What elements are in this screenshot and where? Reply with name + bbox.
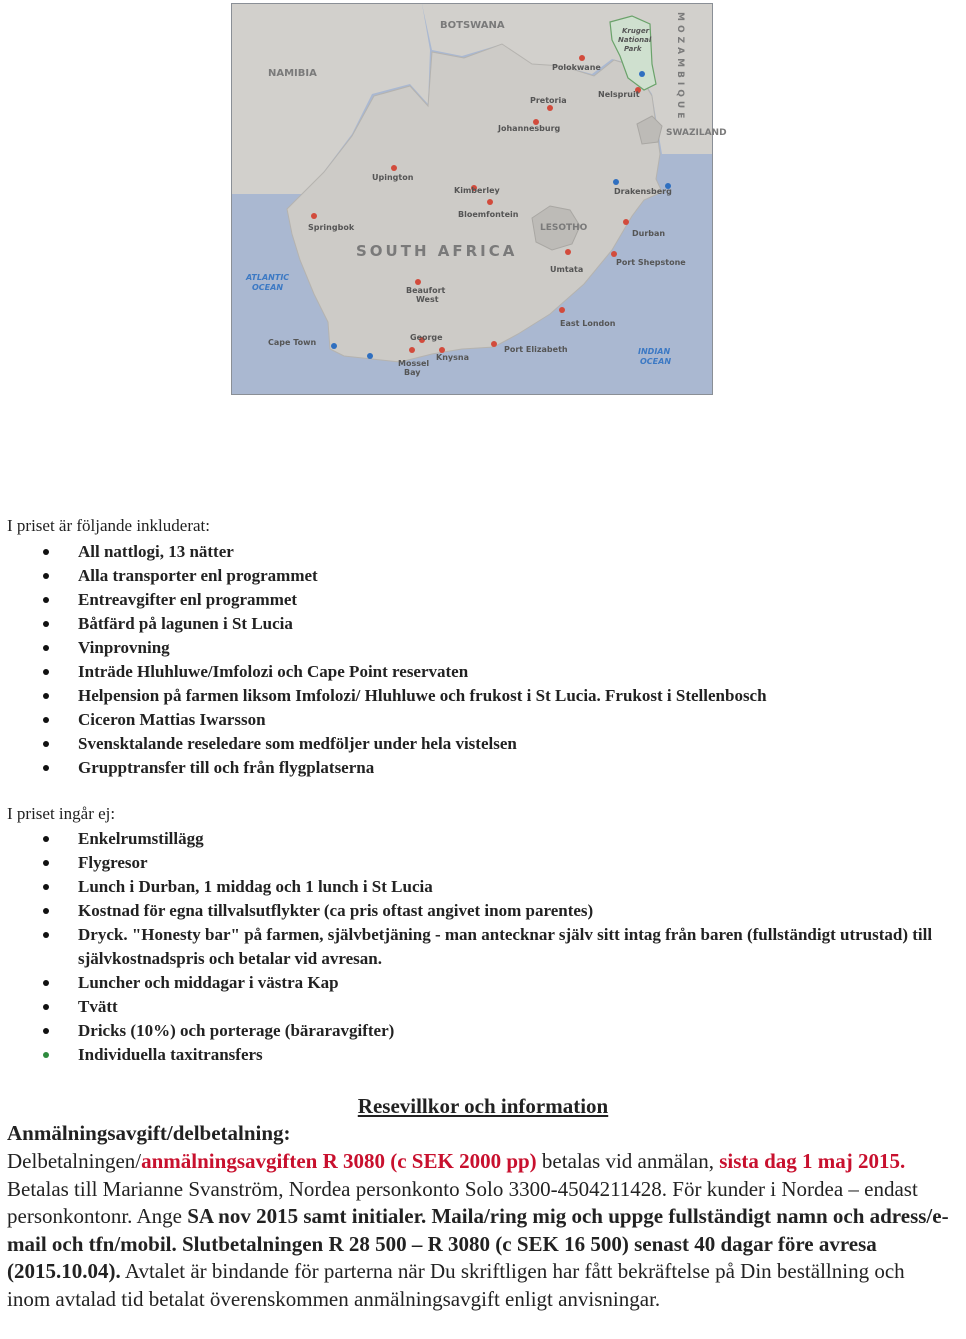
label-kruger-1: Kruger [622,27,650,35]
label-george: George [410,333,443,342]
label-kruger-3: Park [624,45,642,53]
terms-text: Avtalet är bindande för parterna när Du skriftligen har fått bekräftelse på Din beställning och inom avtalad tid betalat överenskommen anmälningsavgift enligt anvisningar. [7,1259,905,1311]
included-item: Inträde Hluhluwe/Imfolozi och Cape Point reservaten [0,660,960,684]
terms-text: Betalas till Marianne Svanström, Nordea personkonto Solo 3300-4504211428. För kunder i Nordea – endast personkontonr. Ange [7,1176,918,1228]
terms-text: betalas vid anmälan, [536,1149,720,1173]
included-heading: I priset är följande inkluderat: [7,516,210,535]
marker-durban [623,219,629,225]
terms-bold-text: SA nov 2015 samt initialer. Maila/ring mig och uppge fullständigt namn och adress/e-mail och tfn/mobil. Slutbetalningen R 28 500 – R 3080 (c SEK 16 500) senast 40 dagar före avresa (2015.10.04). [7,1204,949,1283]
label-botswana: BOTSWANA [440,20,505,31]
marker-umtata [565,249,571,255]
label-south-africa: SOUTH AFRICA [356,242,518,260]
label-durban: Durban [632,229,666,238]
label-beaufort: Beaufort [406,286,446,295]
excluded-item: Kostnad för egna tillvalsutflykter (ca pris oftast angivet inom parentes) [0,899,960,923]
excluded-item: Enkelrumstillägg [0,827,960,851]
label-umtata: Umtata [550,265,584,274]
label-drakensberg: Drakensberg [614,187,672,196]
excluded-heading: I priset ingår ej: [7,804,116,823]
label-kruger-2: National [618,36,652,44]
marker-east-london [559,307,565,313]
label-port-elizabeth: Port Elizabeth [504,345,568,354]
included-item: Helpension på farmen liksom Imfolozi/ Hluhluwe och frukost i St Lucia. Frukost i Stellenbosch [0,684,960,708]
label-swaziland: SWAZILAND [666,128,727,138]
marker-springbok [311,213,317,219]
marker-kruger [639,71,645,77]
label-kimberley: Kimberley [454,186,500,195]
label-port-shepstone: Port Shepstone [616,258,686,267]
label-pretoria: Pretoria [530,96,567,105]
included-item: All nattlogi, 13 nätter [0,540,960,564]
included-item: Ciceron Mattias Iwarsson [0,708,960,732]
included-item: Svensktalande reseledare som medföljer under hela vistelsen [0,732,960,756]
label-mozambique: MOZAMBIQUE [675,12,685,123]
terms-fee-highlight: anmälningsavgiften R 3080 (c SEK 2000 pp) [141,1149,537,1173]
terms-text: Delbetalningen/ [7,1149,142,1173]
excluded-item: Dricks (10%) och porterage (bäraravgifter) [0,1019,960,1043]
terms-paragraph [7,1148,952,1313]
label-indian-2: OCEAN [640,357,672,366]
excluded-item: Flygresor [0,851,960,875]
excluded-item: Luncher och middagar i västra Kap [0,971,960,995]
included-item: Entreavgifter enl programmet [0,588,960,612]
label-upington: Upington [372,173,414,182]
marker-mossel-bay [409,347,415,353]
terms-deadline-highlight: sista dag 1 maj 2015. [719,1149,906,1173]
marker-upington [391,165,397,171]
marker-drakensberg [613,179,619,185]
excluded-item: Tvätt [0,995,960,1019]
label-bay: Bay [404,368,421,377]
label-indian-1: INDIAN [638,347,671,356]
included-item: Grupptransfer till och från flygplatserna [0,756,960,780]
marker-pretoria [547,105,553,111]
marker-cape-south [367,353,373,359]
marker-port-elizabeth [491,341,497,347]
excluded-item: Individuella taxitransfers [0,1043,960,1067]
excluded-item: Dryck. "Honesty bar" på farmen, självbetjäning - man antecknar själv sitt intag från baren (fullständigt utrustad) till självkostnadspris och betalar vid avresan. [0,923,960,971]
label-cape-town: Cape Town [268,338,317,347]
label-knysna: Knysna [436,353,469,362]
label-west: West [416,295,439,304]
label-bloemfontein: Bloemfontein [458,210,519,219]
included-item: Båtfärd på lagunen i St Lucia [0,612,960,636]
label-atlantic-2: OCEAN [252,283,284,292]
excluded-list [0,827,960,1067]
excluded-item: Lunch i Durban, 1 middag och 1 lunch i St Lucia [0,875,960,899]
included-item: Alla transporter enl programmet [0,564,960,588]
label-nelspruit: Nelspruit [598,90,640,99]
label-east-london: East London [560,319,616,328]
terms-subtitle: Anmälningsavgift/delbetalning: [7,1121,291,1145]
label-namibia: NAMIBIA [268,68,317,79]
included-list [0,540,960,780]
marker-port-shepstone [611,251,617,257]
marker-cape-town [331,343,337,349]
map-graphic [232,4,727,394]
terms-title: Resevillkor och information [357,1094,609,1118]
label-lesotho: LESOTHO [540,223,588,233]
marker-polokwane [579,55,585,61]
label-springbok: Springbok [308,223,355,232]
south-africa-map [231,3,727,395]
marker-bloemfontein [487,199,493,205]
marker-beaufort-west [415,279,421,285]
included-item: Vinprovning [0,636,960,660]
label-johannesburg: Johannesburg [498,124,561,133]
label-mossel: Mossel [398,359,430,368]
label-polokwane: Polokwane [552,63,601,72]
label-atlantic-1: ATLANTIC [246,273,290,282]
